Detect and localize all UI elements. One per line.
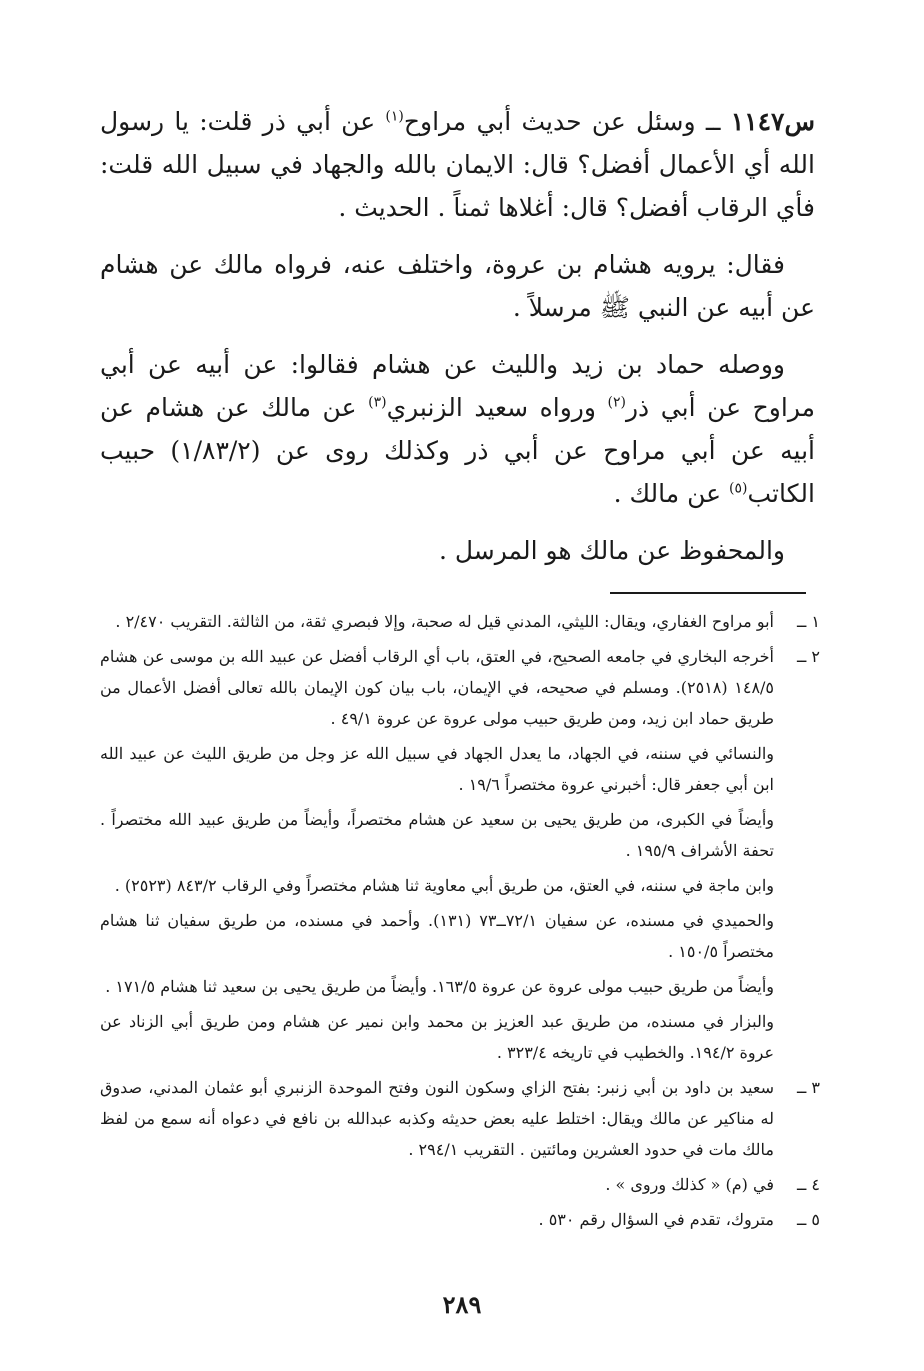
footnote-1 (100, 606, 820, 641)
footnote-3 (100, 1072, 820, 1169)
footnote-ref-2: (٢) (607, 394, 626, 411)
footnote-text: والحميدي في مسنده، عن سفيان ٧٢/١ــ٧٣ (١٣١). وأحمد في مسنده، من طريق سفيان ثنا هشام مختصراً ١٥٠/٥ . (100, 911, 775, 961)
footnote-2 (100, 641, 820, 1072)
connection-text-a: ووصله حماد بن زيد والليث عن هشام فقالوا: عن أبيه عن أبي مراوح عن أبي ذر (100, 350, 816, 422)
footnote-text: والبزار في مسنده، من طريق عبد العزيز بن محمد وابن نمير عن هشام ومن طريق أبي الزناد عن عروة ١٩٤/٢. والخطيب في تاريخه ٣٢٣/٤ . (100, 1012, 774, 1062)
question-text-cont: عن أبي ذر قلت: يا رسول الله أي الأعمال أفضل؟ قال: الايمان بالله والجهاد في سبيل الله قلت: فأي الرقاب أفضل؟ قال: أغلاها ثمناً . الحديث . (100, 107, 815, 222)
footnote-text: أخرجه البخاري في جامعه الصحيح، في العتق، باب أي الرقاب أفضل عن عبيد الله بن موسى عن هشام ١٤٨/٥ (٢٥١٨). ومسلم في صحيحه، في الإيمان، باب بيان كون الإيمان بالله تعالى أفضل الأعمال من طريق حماد ابن زيد، ومن طريق حبيب مولى عروة عن عروة ٤٩/١ . (100, 647, 775, 728)
footnote-ref-1: (١) (385, 108, 404, 125)
page-number: ٢٨٩ (442, 1290, 482, 1319)
question-number: س١١٤٧ (730, 107, 815, 136)
footnote-text: وأيضاً من طريق حبيب مولى عروة عن عروة ١٦٣/٥. وأيضاً من طريق يحيى بن سعيد ثنا هشام ١٧١/٥ . (105, 977, 774, 996)
connection-text-d: عن مالك . (613, 479, 730, 508)
footnote-text: والنسائي في سننه، في الجهاد، ما يعدل الجهاد في سبيل الله عز وجل من طريق الليث عن عبيد الله ابن أبي جعفر قال: أخبرني عروة مختصراً ١٩/٦ . (100, 744, 774, 794)
connection-text-c: عن مالك عن هشام عن أبيه عن أبي مراوح عن أبي ذر وكذلك روى عن (١/٨٣/٢) حبيب الكاتب (100, 393, 815, 508)
footnote-text: في (م) « كذلك وروى » . (605, 1175, 774, 1194)
footnote-text: أبو مراوح الغفاري، ويقال: الليثي، المدني قيل له صحبة، وإلا فبصري ثقة، من الثالثة. التقريب ٢/٤٧٠ . (115, 612, 774, 631)
footnote-divider (610, 592, 806, 594)
footnote-text: متروك، تقدم في السؤال رقم ٥٣٠ . (538, 1210, 774, 1229)
footnote-number: ٢ ــ (796, 647, 820, 666)
connection-paragraph (100, 343, 815, 515)
answer-paragraph: فقال: يرويه هشام بن عروة، واختلف عنه، فرواه مالك عن هشام عن أبيه عن النبي ﷺ مرسلاً . (100, 250, 815, 322)
conclusion-paragraph: والمحفوظ عن مالك هو المرسل . (438, 536, 785, 565)
main-text (100, 100, 815, 586)
footnote-number: ١ ــ (796, 612, 820, 631)
connection-text-b: ورواه سعيد الزنبري (386, 393, 608, 422)
footnote-ref-5: (٥) (729, 480, 748, 497)
footnote-ref-3: (٣) (368, 394, 387, 411)
footnote-number: ٣ ــ (796, 1078, 820, 1097)
footnote-4 (100, 1169, 820, 1204)
footnote-number: ٥ ــ (796, 1210, 820, 1229)
footnote-text: سعيد بن داود بن أبي زنبر: بفتح الزاي وسكون النون وفتح الموحدة الزنبري أبو عثمان المدني، صدوق له مناكير عن مالك ويقال: اختلط عليه بعض حديثه وكذبه عبدالله بن نافع في دعواه أنه سمع من لفظ مالك مات في حدود العشرين ومائتين . التقريب ٢٩٤/١ . (100, 1078, 774, 1159)
question-paragraph (100, 100, 815, 229)
question-text: ــ وسئل عن حديث أبي مراوح (403, 107, 731, 136)
footnote-text: وابن ماجة في سننه، في العتق، من طريق أبي معاوية ثنا هشام مختصراً وفي الرقاب ٨٤٣/٢ (٢٥٢٣) . (114, 876, 774, 895)
footnotes (100, 606, 820, 1239)
footnote-5 (100, 1204, 820, 1239)
footnote-text: وأيضاً في الكبرى، من طريق يحيى بن سعيد عن هشام مختصراً، وأيضاً من طريق عبيد الله مختصراً . تحفة الأشراف ١٩٥/٩ . (100, 810, 775, 860)
footnote-number: ٤ ــ (796, 1175, 820, 1194)
